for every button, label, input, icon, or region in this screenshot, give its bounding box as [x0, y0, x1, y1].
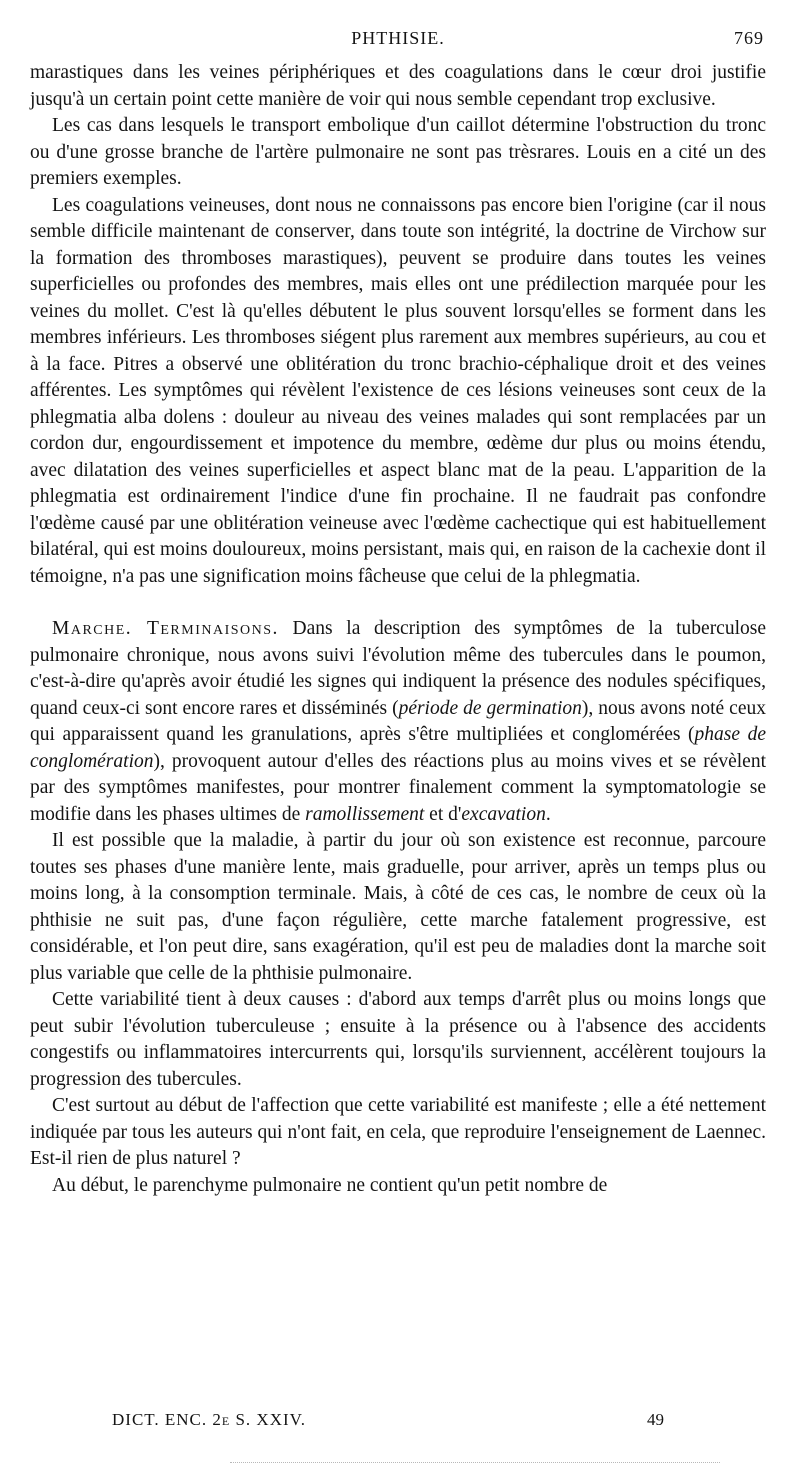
paragraph-venous-coagulations: Les coagulations veineuses, dont nous ne connaissons pas encore bien l'origine (car il nous semble difficile maintenant de conserver, dans toute son intégrité, la doctrine de Virchow sur la formation des thromboses marastiques), peuvent se produire dans toutes les veines superficielles ou profondes des membres, mais elles ont une prédilection marquée pour les veines du mollet. C'est là qu'elles débutent le plus souvent lorsqu'elles se forment dans les membres inférieurs. Les thromboses siégent plus rarement aux membres supérieurs, au cou et à la face. Pitres a observé une oblitération du tronc brachio-céphalique droit et des veines afférentes. Les symptômes qui révèlent l'existence de ces lésions veineuses sont ceux de la phlegmatia alba dolens : douleur au niveau des veines malades qui sont remplacées par un cordon dur, engourdissement et impotence du membre, œdème dur plus ou moins étendu, avec dilatation des veines superficielles et aspect blanc mat de la peau. L'apparition de la phlegmatia est ordinairement l'indice d'une fin prochaine. Il ne faudrait pas confondre l'œdème causé par une oblitération veineuse avec l'œdème cachectique qui est habituellement bilatéral, qui est moins douloureux, moins persistant, mais qui, en raison de la cachexie dont il témoigne, n'a pas une signification moins fâcheuse que celui de la phlegmatia.: [30, 194, 766, 587]
paragraph-variability: Cette variabilité tient à deux causes : d'abord aux temps d'arrêt plus ou moins longs que peut subir l'évolution tuberculeuse ; ensuite à la présence ou à l'absence des accidents congestifs ou inflammatoires intercurrents qui, lorsqu'ils surviennent, accélèrent toujours la progression des tubercules.: [30, 989, 766, 1090]
running-title: PHTHISIE.: [351, 28, 445, 48]
page-number: 769: [734, 28, 764, 48]
text-run: ), nous avons noté ceux qui apparaissent quand les granulations, après s'être multipliées et conglomérées (: [30, 697, 766, 745]
italic-term: période de germination: [398, 697, 582, 719]
text-run: Dans la description des symptômes de la tuberculose pulmonaire chronique, nous avons suivi l'évolution même des tubercules dans le poumon, c'est-à-dire qu'après avoir étudié les signes qui indiquent la présence des nodules spécifiques, quand ceux-ci sont encore rares et disséminés (: [30, 618, 767, 719]
italic-term: phase de conglomération: [30, 724, 766, 772]
text-run: .: [545, 803, 551, 825]
paragraph-debut: Au début, le parenchyme pulmonaire ne contient qu'un petit nombre de: [52, 1174, 608, 1196]
paragraph-onset: C'est surtout au début de l'affection que cette variabilité est manifeste ; elle a été nettement indiquée par tous les auteurs qui n'ont fait, en cela, que reproduire l'enseignement de Laennec. Est-il rien de plus naturel ?: [30, 1095, 766, 1169]
bottom-cut-line: [230, 1462, 720, 1463]
italic-term: excavation: [461, 803, 546, 825]
running-head: [30, 26, 766, 52]
text-run: et d': [424, 803, 462, 825]
printer-signature: DICT. ENC. 2e S. XXIV.: [112, 1410, 306, 1429]
italic-term: ramollissement: [305, 803, 425, 825]
body-text: [30, 60, 766, 1199]
text-run: ), provoquent autour d'elles des réactions plus au moins vives et se révèlent par des symptômes manifestes, pour montrer finalement comment la symptomatologie se modifie dans les phases ultimes de: [30, 750, 766, 825]
section-heading: Marche. Terminaisons.: [52, 618, 279, 639]
paragraph-embolism: Les cas dans lesquels le transport embolique d'un caillot détermine l'obstruction du tronc ou d'une grosse branche de l'artère pulmonaire ne sont pas trèsrares. Louis en a cité un des premiers exemples.: [30, 115, 766, 189]
paragraph-continuation: marastiques dans les veines périphériques et des coagulations dans le cœur droi justifie jusqu'à un certain point cette manière de voir qui nous semble cependant trop exclusive.: [30, 62, 766, 110]
sheet-number: 49: [647, 1410, 664, 1429]
paragraph-marche: [30, 616, 766, 828]
paragraph-progression: Il est possible que la maladie, à partir du jour où son existence est reconnue, parcoure toutes ses phases d'une manière lente, mais graduelle, pour arriver, après un temps plus ou moins long, à la consomption terminale. Mais, à côté de ces cas, le nombre de ceux où la phthisie ne suit pas, d'une façon régulière, cette marche fatalement progressive, est considérable, et l'on peut dire, sans exagération, qu'il est peu de maladies dont la marche soit plus variable que celle de la phthisie pulmonaire.: [30, 830, 766, 984]
